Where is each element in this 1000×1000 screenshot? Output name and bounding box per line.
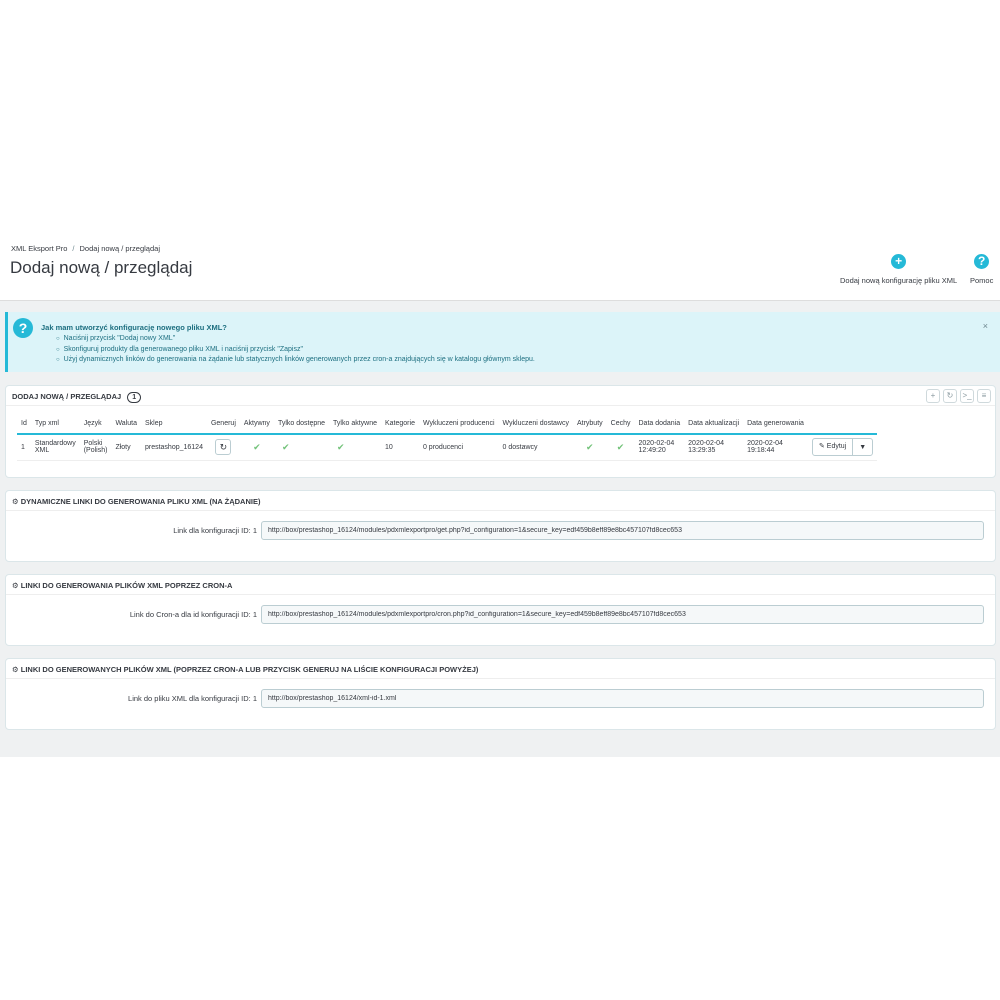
dynamic-links-heading — [6, 491, 995, 511]
info-alert — [5, 312, 1000, 372]
add-configuration-button[interactable] — [840, 254, 957, 285]
col-excluded-suppliers: Wykluczeni dostawcy — [499, 420, 573, 434]
date-gen-time: 19:18:44 — [747, 447, 775, 455]
cell-active — [240, 434, 274, 460]
question-circle-icon: ? — [974, 254, 989, 269]
cell-excluded-manufacturers: 0 producenci — [419, 434, 499, 460]
generated-files-title: LINKI DO GENEROWANYCH PLIKÓW XML (POPRZEZ CRON-A LUB PRZYCISK GENERUJ NA LIŚCIE KONFIGURACJI POWYŻEJ) — [20, 665, 479, 674]
alert-step: ○ Naciśnij przycisk "Dodaj nowy XML" — [56, 334, 535, 345]
cron-links-title: LINKI DO GENEROWANIA PLIKÓW XML POPRZEZ CRON-A — [20, 581, 233, 590]
check-icon[interactable]: ✔ — [616, 441, 625, 452]
pencil-icon: ✎ — [818, 443, 825, 451]
cell-language-line2: (Polish) — [83, 447, 108, 455]
cron-link-label: Link do Cron-a dla id konfiguracji ID: 1 — [129, 610, 257, 619]
cell-excluded-suppliers: 0 dostawcy — [499, 434, 573, 460]
col-id: Id — [17, 420, 31, 434]
cell-language-line1: Polski — [83, 440, 103, 448]
col-language: Język — [80, 420, 112, 434]
cell-language — [80, 434, 112, 460]
cogs-icon: ⚙ — [12, 665, 19, 674]
alert-step: ○ Skonfiguruj produkty dla generowanego pliku XML i naciśnij przycisk "Zapisz" — [56, 345, 535, 356]
col-generate: Generuj — [207, 420, 240, 434]
cell-actions — [808, 434, 877, 460]
col-actions — [808, 420, 877, 434]
cell-type-line1: Standardowy — [34, 440, 76, 448]
cell-type — [31, 434, 80, 460]
check-icon[interactable]: ✔ — [337, 441, 345, 452]
cell-generate — [207, 434, 240, 460]
alert-title: Jak mam utworzyć konfigurację nowego pliku XML? — [41, 323, 227, 332]
count-badge: 1 — [127, 392, 141, 403]
col-type: Typ xml — [31, 420, 80, 434]
cron-links-panel — [5, 574, 996, 646]
col-categories: Kategorie — [381, 420, 419, 434]
cell-shop: prestashop_16124 — [141, 434, 207, 460]
check-icon[interactable]: ✔ — [281, 441, 290, 452]
col-only-available: Tylko dostępne — [274, 420, 329, 434]
col-active: Aktywny — [240, 420, 274, 434]
cell-id: 1 — [17, 434, 31, 460]
cell-only-available — [274, 434, 329, 460]
check-icon[interactable]: ✔ — [253, 441, 261, 452]
col-features: Cechy — [607, 420, 635, 434]
generated-files-panel — [5, 658, 996, 730]
date-add-time: 12:49:20 — [638, 447, 666, 455]
col-attributes: Atrybuty — [573, 420, 607, 434]
breadcrumb-parent[interactable]: XML Eksport Pro — [11, 244, 68, 253]
table-row[interactable] — [17, 434, 877, 460]
cell-type-line2: XML — [34, 447, 50, 455]
breadcrumb — [11, 244, 160, 253]
cell-attributes — [573, 434, 607, 460]
plus-circle-icon: + — [891, 254, 906, 269]
cron-links-heading — [6, 575, 995, 595]
question-circle-icon: ? — [13, 318, 33, 338]
dynamic-link-label: Link dla konfiguracji ID: 1 — [173, 526, 257, 535]
col-date-add: Data dodania — [635, 420, 685, 434]
date-gen-day: 2020-02-04 — [747, 440, 783, 448]
list-panel-heading — [6, 386, 995, 406]
cogs-icon: ⚙ — [12, 581, 19, 590]
check-icon[interactable]: ✔ — [586, 441, 594, 452]
edit-button[interactable] — [813, 439, 853, 455]
cell-only-active — [329, 434, 381, 460]
configuration-list-panel — [5, 385, 996, 478]
table-header-row — [17, 420, 877, 434]
col-date-upd: Data aktualizacji — [684, 420, 743, 434]
cogs-icon: ⚙ — [12, 497, 19, 506]
date-upd-day: 2020-02-04 — [688, 440, 724, 448]
add-configuration-label: Dodaj nową konfigurację pliku XML — [840, 276, 958, 285]
cell-date-upd — [684, 434, 743, 460]
cron-link-field[interactable] — [261, 605, 984, 624]
xml-file-link-label: Link do pliku XML dla konfiguracji ID: 1 — [128, 694, 257, 703]
refresh-list-icon[interactable]: ↻ — [943, 389, 957, 403]
dynamic-link-field[interactable] — [261, 521, 984, 540]
col-shop: Sklep — [141, 420, 207, 434]
database-icon[interactable]: ≡ — [977, 389, 991, 403]
cell-features — [607, 434, 635, 460]
col-excluded-manufacturers: Wykluczeni producenci — [419, 420, 499, 434]
xml-file-link-row — [6, 689, 995, 709]
dynamic-link-row — [6, 521, 995, 541]
breadcrumb-current: Dodaj nową / przeglądaj — [79, 244, 160, 253]
add-new-icon[interactable]: + — [926, 389, 940, 403]
edit-button-group — [812, 438, 873, 456]
list-toolbar — [926, 389, 991, 403]
page-header — [0, 236, 1000, 301]
configuration-table — [17, 420, 877, 461]
breadcrumb-separator: / — [72, 244, 75, 253]
cell-categories: 10 — [381, 434, 419, 460]
refresh-icon: ↻ — [219, 442, 228, 453]
generated-files-heading — [6, 659, 995, 679]
col-currency: Waluta — [111, 420, 141, 434]
dynamic-links-panel — [5, 490, 996, 562]
date-add-day: 2020-02-04 — [638, 440, 675, 448]
col-date-gen: Data generowania — [743, 420, 808, 434]
list-panel-title: DODAJ NOWĄ / PRZEGLĄDAJ — [12, 392, 122, 401]
dynamic-links-title: DYNAMICZNE LINKI DO GENEROWANIA PLIKU XML (NA ŻĄDANIE) — [20, 497, 261, 506]
date-upd-time: 13:29:35 — [688, 447, 716, 455]
col-only-active: Tylko aktywne — [329, 420, 381, 434]
sql-query-icon[interactable]: >_ — [960, 389, 974, 403]
alert-steps — [56, 334, 535, 366]
help-button[interactable] — [970, 254, 993, 285]
xml-file-link-field[interactable] — [261, 689, 984, 708]
cell-currency: Złoty — [111, 434, 141, 460]
generate-button[interactable] — [215, 439, 231, 455]
cell-date-add — [635, 434, 685, 460]
content-area — [0, 301, 1000, 757]
cell-date-gen — [743, 434, 808, 460]
alert-step: ○ Użyj dynamicznych linków do generowania na żądanie lub statycznych linków generowanych przez cron-a znajdujących się w katalogu głównym sklepu. — [56, 355, 535, 366]
help-label: Pomoc — [970, 276, 994, 285]
page-title: Dodaj nową / przeglądaj — [10, 258, 193, 277]
chevron-down-icon[interactable]: ▼ — [859, 443, 867, 451]
alert-close-button[interactable]: × — [982, 321, 988, 331]
cron-link-row — [6, 605, 995, 625]
edit-label: Edytuj — [826, 443, 847, 451]
